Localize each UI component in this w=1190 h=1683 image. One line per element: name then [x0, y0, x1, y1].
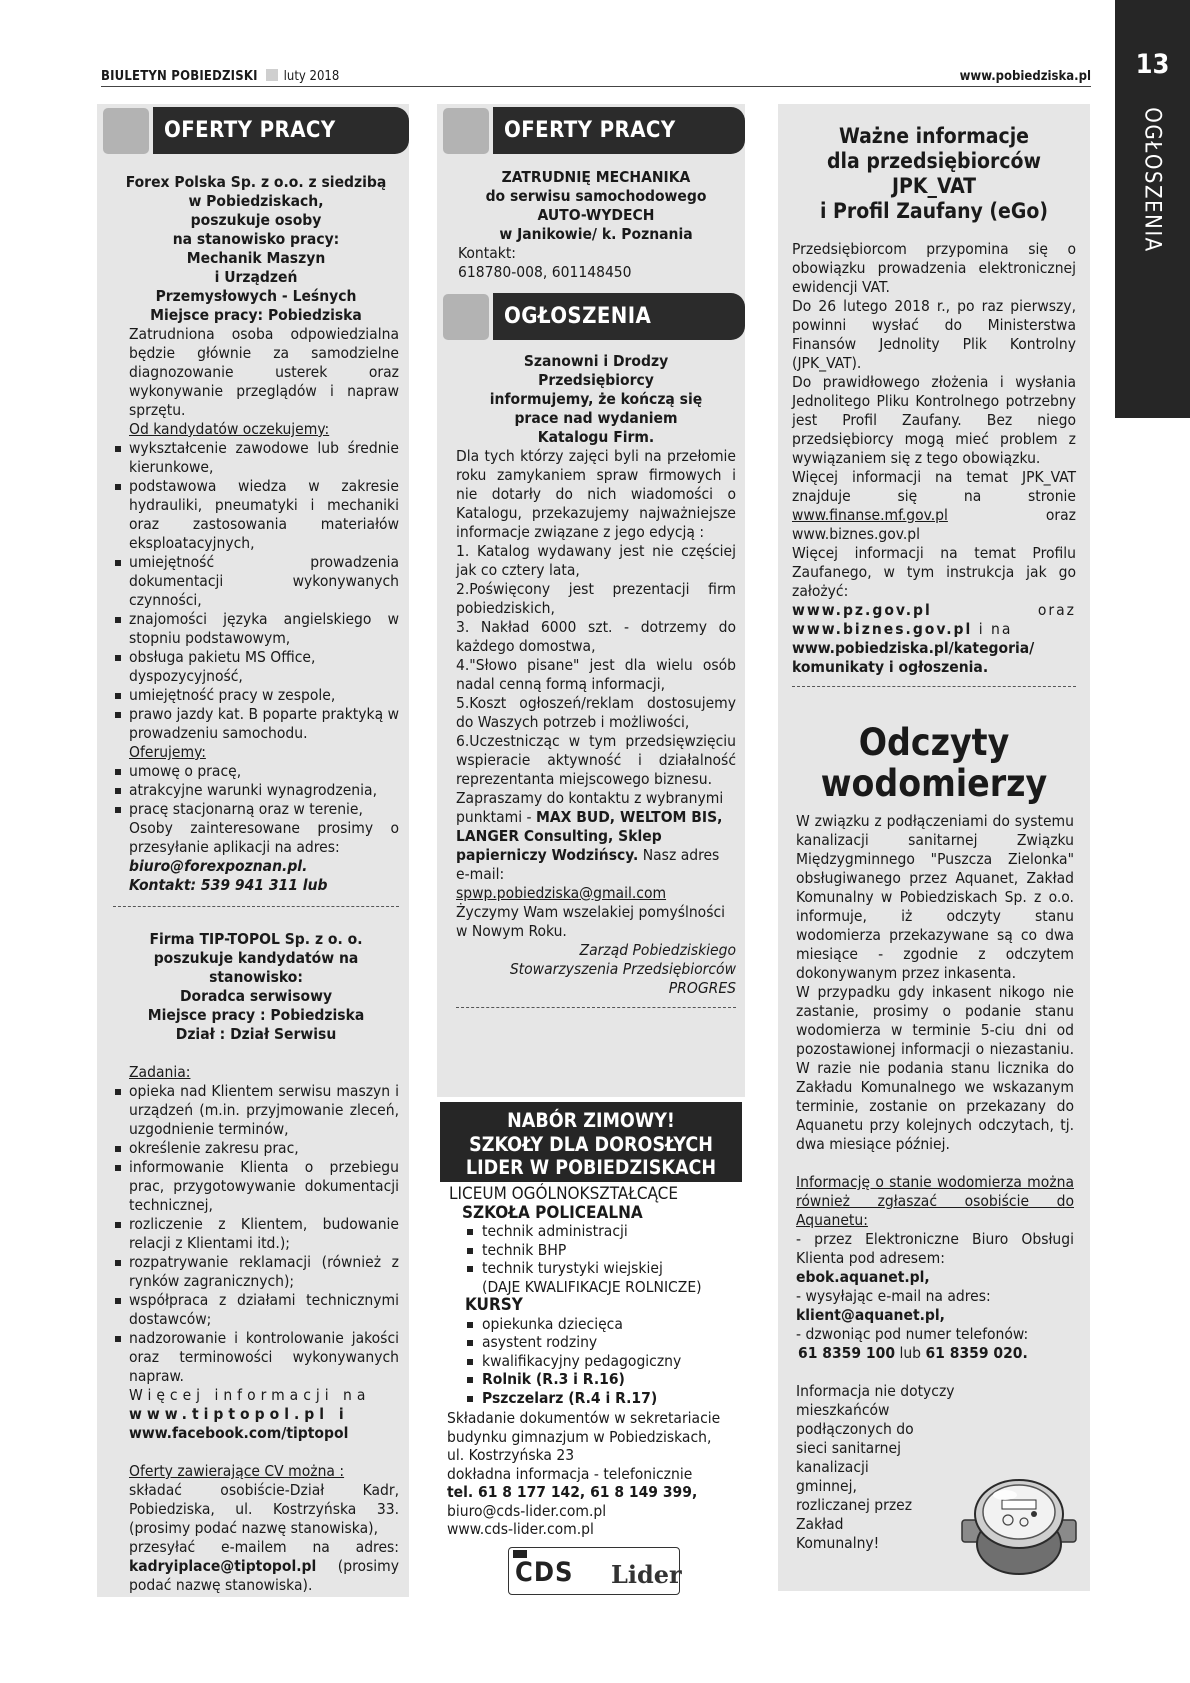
note-line: Komunalny! [796, 1534, 880, 1552]
water-meter-title [782, 722, 1086, 804]
catalog-contact [456, 789, 736, 884]
header-url[interactable]: www.pobiedziska.pl [959, 69, 1091, 84]
list-item: podstawowa wiedza w zakresie hydrauliki, pneumatyki i mechaniki oraz zastosowania materiałów eksploatacyjnych, [113, 477, 399, 553]
info-line: Składanie dokumentów w sekretariacie [447, 1409, 721, 1427]
heading-line: Ważne informacje [838, 124, 1030, 148]
forex-heading [113, 173, 399, 325]
list-item: rozliczenie z Klientem, budowanie relacji z Klientami itd.); [113, 1215, 399, 1253]
banner-line: NABÓR ZIMOWY! [507, 1109, 675, 1132]
aquanet-email-link[interactable]: klient@aquanet.pl, [796, 1306, 945, 1324]
heading-line: poszukuje osoby [190, 211, 322, 229]
school-liceum: LICEUM OGÓLNOKSZTAŁCĄCE [449, 1184, 679, 1204]
tiptopol-site-link[interactable]: www.tiptopol.pl i [129, 1405, 349, 1423]
banner-title: OFERTY PRACY [153, 107, 409, 154]
heading-line: poszukuje kandydatów na [153, 949, 359, 967]
list-item: atrakcyjne warunki wynagrodzenia, [113, 781, 399, 800]
header-rule [101, 86, 1091, 87]
tiptopol-heading [113, 930, 399, 1044]
water-meter-announcement [796, 812, 1074, 1553]
forex-contact: Kontakt: 539 941 311 lub [129, 876, 328, 894]
courses-title: KURSY [465, 1295, 523, 1315]
school-documents-info [447, 1409, 737, 1539]
list-item-note: (DAJE KWALIFIKACJE ROLNICZE) [482, 1277, 702, 1296]
tiptopol-job-ad [113, 930, 399, 1595]
heading-line: Przedsiębiorcy [538, 371, 654, 389]
heading-line: na stanowisko pracy: [172, 230, 340, 248]
list-item: opiekunka dziecięca [462, 1315, 737, 1334]
catalog-heading [456, 352, 736, 447]
list-item: nadzorowanie i kontrolowanie jakości oraz terminowości wykonywanych napraw. [113, 1329, 399, 1386]
jpk-announcement [792, 124, 1076, 687]
phone-separator: lub [899, 1344, 922, 1362]
tiptopol-cv-email-text [113, 1538, 399, 1595]
heading-line: Dział : Dział Serwisu [175, 1025, 337, 1043]
note-line: podłączonych do [796, 1420, 914, 1438]
info-line: dokładna informacja - telefonicznie [447, 1464, 693, 1483]
banner-announcements [437, 290, 745, 340]
header-left [101, 68, 339, 86]
note-line: Informacja nie dotyczy [796, 1382, 955, 1400]
mechanic-heading [458, 168, 734, 244]
meter-paragraph: W związku z podłączeniami do systemu kanalizacji sanitarnej Związku Międzygminnego "Puszcza Zielonka" obsługiwanego przez Aquanet, Zakład Komunalny w Pobiedziskach Sp. z o.o. informuje, iż odczyty stanu wodomierza przekazywane są co dwa miesiące - zgodnie z odczytem dokonywanym przez inkasenta. [796, 812, 1074, 982]
school-phones: tel. 61 8 177 142, 61 8 149 399, [447, 1483, 698, 1501]
banner-line: LIDER W POBIEDZISKACH [465, 1156, 717, 1179]
cv-email-label: przesyłać e-mailem na adres: [129, 1538, 399, 1556]
phone-number: 61 8359 020. [925, 1344, 1028, 1362]
cv-email-note: (prosimy podać nazwę stanowiska). [129, 1557, 399, 1594]
mechanic-contact-label: Kontakt: [458, 244, 516, 262]
heading-line: w Janikowie/ k. Poznania [499, 225, 693, 243]
heading-line: do serwisu samochodowego [485, 187, 707, 205]
school-policealna: SZKOŁA POLICEALNA [462, 1202, 643, 1223]
meter-mail-label: - wysyłając e-mail na adres: [796, 1287, 991, 1305]
jpk-links [792, 601, 1076, 639]
list-item: technik BHP [462, 1241, 737, 1260]
list-item: Rolnik (R.3 i R.16) [462, 1370, 737, 1389]
meter-phones [796, 1344, 1074, 1363]
banner-square-icon [103, 108, 149, 154]
catalog-point: 6.Uczestnicząc w tym przedsięwzięciu wspieracie aktywność i działalność reprezentanta miejscowego biznesu. [456, 732, 736, 788]
list-item: umiejętność pracy w zespole, [113, 686, 399, 705]
list-item: umowę o pracę, [113, 762, 399, 781]
heading-line: Miejsce pracy: Pobiedziska [150, 306, 362, 324]
heading-line: dla przedsiębiorców [827, 149, 1041, 173]
contact-points: MAX BUD, WELTOM BIS, LANGER Consulting, Sklep papierniczy Wodzińscy. [456, 808, 723, 864]
list-item: opieka nad Klientem serwisu maszyn i urządzeń (m.in. przyjmowanie zleceń, uzgodnienie terminów, [113, 1082, 399, 1139]
list-item: technik administracji [462, 1222, 737, 1241]
finanse-link[interactable]: www.finanse.mf.gov.pl [792, 506, 948, 524]
signature-line: Stowarzyszenia Przedsiębiorców [509, 960, 736, 978]
heading-line: AUTO-WYDECH [537, 206, 655, 224]
note-line: rozliczanej przez [796, 1496, 913, 1514]
banner-job-offers-1 [97, 104, 409, 154]
publication-title: BIULETYN POBIEDZISKI [101, 69, 258, 84]
divider [456, 1007, 736, 1008]
meter-ebok-label: - przez Elektroniczne Biuro Obsługi Klienta pod adresem: [796, 1230, 1074, 1267]
catalog-signature [456, 941, 736, 998]
heading-line: Firma TIP-TOPOL Sp. z o. o. [149, 930, 363, 948]
logo-lider: Lider [611, 1560, 682, 1589]
info-line: budynku gimnazjum w Pobiedziskach, [447, 1427, 712, 1446]
title-line: Odczyty [858, 721, 1010, 764]
mechanic-job-ad [458, 168, 734, 282]
forex-job-ad [113, 173, 399, 907]
heading-line: Forex Polska Sp. z o.o. z siedzibą [125, 173, 387, 191]
heading-line: Miejsce pracy : Pobiedziska [147, 1006, 365, 1024]
school-offer [447, 1185, 737, 1539]
meter-phone-label: - dzwoniąc pod numer telefonów: [796, 1325, 1029, 1343]
list-item: informowanie Klienta o przebiegu prac, przygotowywanie dokumentacji technicznej, [113, 1158, 399, 1215]
signature-line: Zarząd Pobiedziskiego [579, 941, 736, 959]
meter-paragraph: W przypadku gdy inkasent nikogo nie zastanie, prosimy o podanie stanu wodomierza w terminie 5-ciu dni od pozostawionej informacji o niezastaniu. W razie nie podania stanu licznika do Zakładu Komunalnego we wskazanym terminie, zostanie on przekazany do Aquanetu przy kolejnych odczytach, tj. dwa miesiące później. [796, 983, 1074, 1153]
section-label: OGŁOSZENIA [1139, 107, 1165, 253]
heading-line: Mechanik Maszyn [186, 249, 326, 267]
forex-requirements-title: Od kandydatów oczekujemy: [129, 420, 330, 438]
pobiedziska-link[interactable]: www.pobiedziska.pl/kategoria/ komunikaty i ogłoszenia. [792, 639, 1035, 676]
phone-number: 61 8359 100 [798, 1344, 896, 1362]
heading-line: Doradca serwisowy [179, 987, 333, 1005]
school-email-link[interactable]: biuro@cds-lider.com.pl [447, 1501, 607, 1520]
heading-line: ZATRUDNIĘ MECHANIKA [501, 168, 691, 186]
list-item: obsługa pakietu MS Office, [113, 648, 399, 667]
list-item: technik turystyki wiejskiej [462, 1259, 737, 1278]
list-item: pracę stacjonarną oraz w terenie, [113, 800, 399, 819]
banner-square-icon [443, 294, 489, 340]
list-item: umiejętność prowadzenia dokumentacji wykonywanych czynności, [113, 553, 399, 610]
water-meter-image [960, 1462, 1078, 1582]
banner-job-offers-2 [437, 104, 745, 154]
list-item-plain: dyspozycyjność, [129, 667, 243, 685]
jpk-paragraph: Więcej informacji na temat Profilu Zaufanego, w tym instrukcja jak go założyć: [792, 544, 1076, 600]
list-item: wykształcenie zawodowe lub średnie kierunkowe, [113, 439, 399, 477]
list-item: prawo jazdy kat. B poparte praktyką w prowadzeniu samochodu. [113, 705, 399, 743]
note-line: gminnej, [796, 1477, 857, 1495]
banner-title: OFERTY PRACY [493, 107, 745, 154]
jpk-text: oraz www.biznes.gov.pl [792, 506, 1076, 543]
title-line: wodomierzy [820, 762, 1048, 805]
jpk-paragraph: Do prawidłowego złożenia i wysłania Jednolitego Pliku Kontrolnego potrzebny jest Profil Zaufany. Bez niego przedsiębiorcy mogą mieć problem z wywiązaniem się z tego obowiązku. [792, 373, 1076, 467]
ebok-link[interactable]: ebok.aquanet.pl, [796, 1268, 930, 1286]
heading-line: i Urządzeń [214, 268, 298, 286]
jpk-paragraph: Do 26 lutego 2018 r., po raz pierwszy, powinni wysłać do Ministerstwa Finansów Jednolity Plik Kontrolny (JPK_VAT). [792, 297, 1076, 372]
divider [792, 686, 1076, 687]
school-www-link[interactable]: www.cds-lider.com.pl [447, 1520, 594, 1538]
heading-line: Szanowni i Drodzy [523, 352, 669, 370]
school-enrollment-banner [440, 1102, 742, 1182]
jpk-text: oraz [1037, 601, 1076, 619]
biznes-gov-link[interactable]: www.biznes.gov.pl [792, 620, 973, 638]
heading-line: stanowisko: [209, 968, 303, 986]
list-item: rozpatrywanie reklamacji (również z rynków zagranicznych); [113, 1253, 399, 1291]
list-item: kwalifikacyjny pedagogiczny [462, 1352, 737, 1371]
jpk-text: i na [978, 620, 1013, 638]
heading-line: Katalogu Firm. [537, 428, 655, 446]
list-item: asystent rodziny [462, 1333, 737, 1352]
heading-line: i Profil Zaufany (eGo) [819, 199, 1048, 223]
cds-lider-logo [508, 1547, 680, 1595]
banner-title: OGŁOSZENIA [493, 293, 745, 340]
catalog-wishes: Życzymy Wam wszelakiej pomyślności w Nowym Roku. [456, 903, 726, 940]
page-header [101, 68, 1091, 86]
logo-cds: CDS [515, 1557, 574, 1588]
list-item: Pszczelarz (R.4 i R.17) [462, 1389, 737, 1408]
info-line: ul. Kostrzyńska 23 [447, 1446, 575, 1464]
tiptopol-more-info: Więcej informacji na [129, 1386, 371, 1404]
contact-email-label: Nasz adres e-mail: [456, 846, 720, 883]
jpk-text: Więcej informacji na temat JPK_VAT znajduje się na stronie [792, 468, 1076, 505]
catalog-point: 1. Katalog wydawany jest nie częściej jak co cztery lata, [456, 542, 736, 579]
list-item: znajomości języka angielskiego w stopniu podstawowym, [113, 610, 399, 648]
banner-line: SZKOŁY DLA DOROSŁYCH [469, 1132, 713, 1156]
note-line: sieci sanitarnej [796, 1439, 901, 1457]
catalog-point: 5.Koszt ogłoszeń/reklam dostosujemy do Waszych potrzeb i możliwości, [456, 694, 736, 731]
note-line: Zakład [796, 1515, 844, 1533]
contact-text: Zapraszamy do kontaktu z wybranymi punktami - [456, 789, 724, 826]
list-item: współpraca z działami technicznymi dostawców; [113, 1291, 399, 1329]
catalog-point: 4."Słowo pisane" jest dla wielu osób nadal cenną formą informacji, [456, 656, 736, 693]
catalog-intro: Dla tych którzy zajęci byli na przełomie roku zamykaniem spraw firmowych i nie dotarły do nich wiadomości o Katalogu, przekazujemy najważniejsze informacje związane z jego edycją : [456, 447, 736, 541]
forex-intro: Zatrudniona osoba odpowiedzialna będzie głównie za samodzielne diagnozowanie usterek oraz wykonywanie przeglądów i napraw sprzętu. [129, 325, 399, 419]
heading-line: JPK_VAT [891, 174, 977, 198]
mechanic-phones: 618780-008, 601148450 [458, 263, 632, 281]
jpk-paragraph [792, 468, 1076, 544]
issue-date: luty 2018 [283, 69, 340, 84]
heading-line: informujemy, że kończą się [489, 390, 703, 408]
divider [113, 906, 399, 907]
tiptopol-tasks-title: Zadania: [129, 1063, 191, 1081]
catalog-email-link[interactable]: spwp.pobiedziska@gmail.com [456, 884, 667, 902]
signature-line: PROGRES [668, 979, 736, 997]
catalog-announcement [456, 352, 736, 1008]
heading-line: w Pobiedziskach, [188, 192, 324, 210]
jpk-paragraph: Przedsiębiorcom przypomina się o obowiązku prowadzenia elektronicznej ewidencji VAT. [792, 240, 1076, 296]
heading-line: prace nad wydaniem [514, 409, 678, 427]
meter-info-title: Informację o stanie wodomierza można również zgłaszać osobiście do Aquanetu: [796, 1173, 1074, 1229]
tiptopol-cv-in-person: składać osobiście-Dział Kadr, Pobiedziska, ul. Kostrzyńska 33. (prosimy podać nazwę stanowiska), [129, 1481, 399, 1537]
catalog-point: 2.Poświęcony jest prezentacji firm pobiedziskich, [456, 580, 736, 617]
header-separator [266, 69, 278, 81]
forex-apply-text: Osoby zainteresowane prosimy o przesyłanie aplikacji na adres: [129, 819, 399, 856]
jpk-heading [792, 124, 1076, 224]
forex-email-link[interactable]: biuro@forexpoznan.pl. [129, 857, 308, 875]
tiptopol-cv-title: Oferty zawierające CV można : [129, 1462, 345, 1480]
pz-gov-link[interactable]: www.pz.gov.pl [792, 601, 932, 619]
note-line: kanalizacji [796, 1458, 869, 1476]
banner-square-icon [443, 108, 489, 154]
catalog-point: 3. Nakład 6000 szt. - dotrzemy do każdego domostwa, [456, 618, 736, 655]
cv-email-link[interactable]: kadryiplace@tiptopol.pl [129, 1557, 317, 1575]
note-line: mieszkańców [796, 1401, 890, 1419]
forex-offer-title: Oferujemy: [129, 743, 206, 761]
list-item: określenie zakresu prac, [113, 1139, 399, 1158]
heading-line: Przemysłowych - Leśnych [155, 287, 357, 305]
page-number: 13 [1135, 49, 1170, 80]
tiptopol-facebook-link[interactable]: www.facebook.com/tiptopol [129, 1424, 349, 1442]
